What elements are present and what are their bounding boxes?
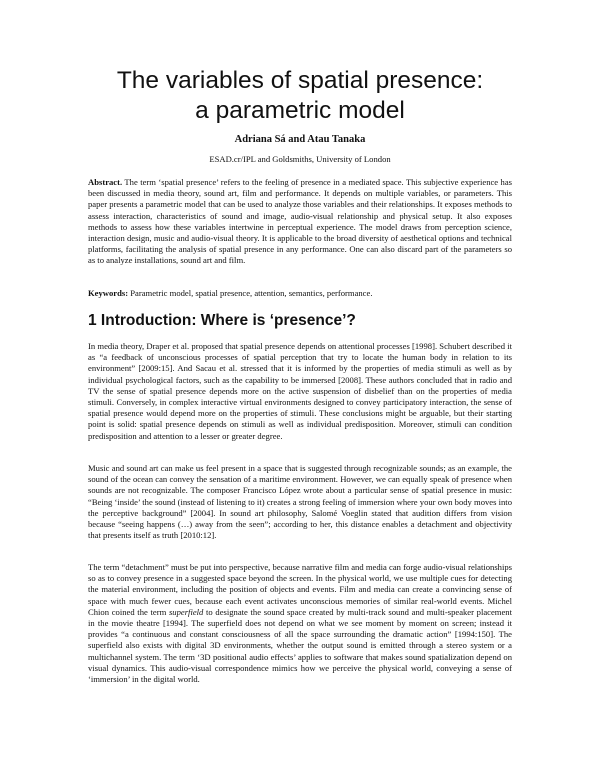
paragraph-3-part-1: The term “detachment” must be put into perspective, because narrative film and media can forge audio-visual relationships so as to convey presence in a suggested space beyond the screen. In the physical world, we use multiple cues for detecting the material environment, including the position of objects and events. Film and media can create a convincing sense of space with much fewer cues, because each event activates unconscious memories of similar real-world events. Michel Chion coined the term bbox=[88, 562, 512, 617]
title-line-2: a parametric model bbox=[195, 97, 405, 124]
affiliation: ESAD.cr/IPL and Goldsmiths, University of London bbox=[209, 154, 391, 164]
authors: Adriana Sá and Atau Tanaka bbox=[234, 134, 366, 145]
superfield-term: superfield bbox=[168, 606, 204, 617]
keywords-label: Keywords: bbox=[88, 288, 129, 298]
abstract-label: Abstract. bbox=[88, 177, 123, 187]
abstract bbox=[88, 177, 512, 267]
title-line-1: The variables of spatial presence: bbox=[116, 67, 484, 94]
paragraph-1: In media theory, Draper et al. proposed that spatial presence depends on attentional processes [1998]. Schubert described it as “a feedback of unconscious processes of spatial perception that try to locate the human body in relation to its environment” [2009:15]. And Sacau et al. stressed that it is informed by the properties of media stimuli as well as by individual psychological factors, such as the capability to be immersed [2008]. These authors concluded that in radio and TV the sense of spatial presence depends more on the active suspension of disbelief than on the properties of media stimuli. Conversely, in complex interactive virtual environments designed to convey participatory interaction, the sense of spatial presence would depend more on the properties of stimuli. These conclusions might be arguable, but their starting point is solid: spatial presence depends on stimuli as well as individual predisposition. Moreover, stimuli can condition predisposition and attention to a lesser or greater degree. bbox=[88, 341, 512, 441]
abstract-text: The term ‘spatial presence’ refers to the feeling of presence in a mediated space. This subjective experience has been discussed in media theory, sound art, film and performance. It depends on multiple variables, or parameters. This paper presents a parametric model that can be used to analyze those variables and their relationships. It exposes methods to assess interaction, characteristics of sound and image, audio-visual relationship and physical setup. It also exposes methods to assess how these variables intertwine in perceptual experience. The model draws from perception science, interaction design, music and audio-visual theory. It is applicable to the broad diversity of aesthetical options and technical platforms, facilitating the analysis of spatial presence in any performance. One can also discard part of the parameters so as to analyze installations, sound art and film. bbox=[88, 177, 512, 266]
paragraph-3 bbox=[88, 562, 512, 685]
paper-title bbox=[60, 66, 540, 126]
keywords bbox=[88, 288, 512, 299]
keywords-text: Parametric model, spatial presence, attention, semantics, performance. bbox=[130, 288, 373, 298]
paragraph-3-part-2: to designate the sound space created by multi-track sound and multi-speaker placement in the movie theatre [1994]. The superfield does not depend on what we see moment by moment on screen; instead it provides “a continuous and constant consciousness of all the space surrounding the dramatic action” [1994:150]. The superfield also exists with digital 3D environments, whether the output sound is emitted through a stereo system or a multichannel system. The term ‘3D positional audio effects’ applies to software that makes sound spatialization depend on visual dynamics. This audio-visual correspondence mimics how we perceive the physical world, conveying a sense of ‘immersion’ in the digital world. bbox=[88, 606, 512, 685]
paragraph-2: Music and sound art can make us feel present in a space that is suggested through recognizable sounds; as an example, the sound of the ocean can convey the sensation of a maritime environment. However, we can equally speak of presence when sounds are not recognizable. The composer Francisco López wrote about a particular sense of spatial presence in music: “Being ‘inside’ the sound (instead of listening to it) creates a strong feeling of immersion where your own body moves into the perceptive background” [2004]. In sound art philosophy, Salomé Voeglin stated that audition differs from vision because “seeing happens (…) away from the seen”; according to her, this distance enables a detachment and objectivity that presents itself as truth [2010:12]. bbox=[88, 463, 512, 541]
section-heading: 1 Introduction: Where is ‘presence’? bbox=[88, 312, 356, 329]
